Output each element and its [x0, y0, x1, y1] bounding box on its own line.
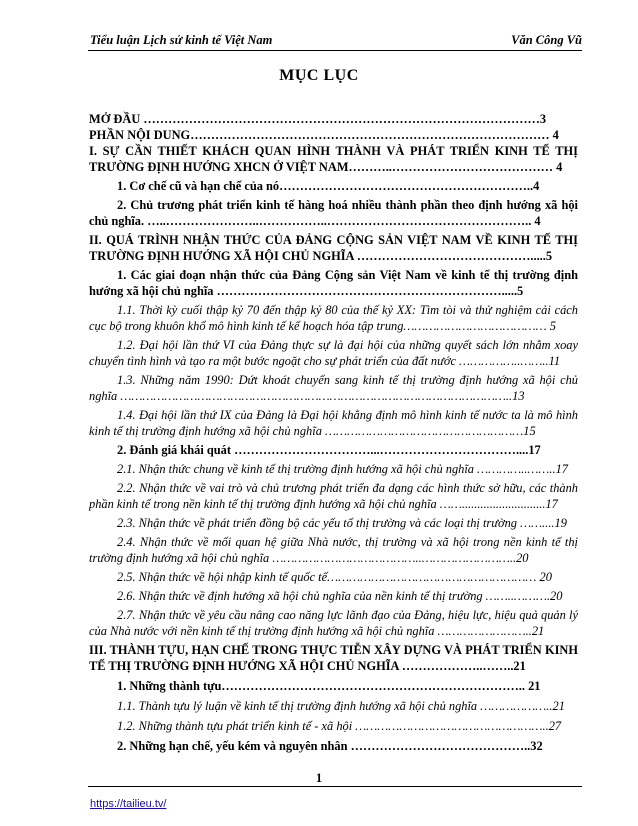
- toc-entry-2-2-7[interactable]: 2.7. Nhận thức về yêu cầu nâng cao năng lực lãnh đạo của Đảng, hiệu lực, hiệu quả quản lý của Nhà nước với nền kinh tế thị trường định hướng xã hội chủ nghĩa ……………………..21: [89, 608, 578, 638]
- toc-entry-2-2-5[interactable]: 2.5. Nhận thức về hội nhập kinh tế quốc tế………………………………………………… 20: [117, 570, 552, 584]
- toc-title: MỤC LỤC: [279, 67, 359, 84]
- toc-entry-3-1-1[interactable]: 1.1. Thành tựu lý luận về kinh tế thị trường định hướng xã hội chủ nghĩa ………………..21: [117, 699, 565, 713]
- toc-entry-section-3[interactable]: III. THÀNH TỰU, HẠN CHẾ TRONG THỰC TIỄN XÂY DỰNG VÀ PHÁT TRIỂN KINH TẾ THỊ TRƯỜNG ĐỊNH HƯỚNG XÃ HỘI CHỦ NGHĨA ………………..……..21: [89, 643, 578, 673]
- header-rule: [88, 50, 582, 51]
- toc-entry-2-1[interactable]: 1. Các giai đoạn nhận thức của Đảng Cộng sản Việt Nam về kinh tế thị trường định hướng xã hội chủ nghĩa …………………………………………………………….....5: [89, 268, 578, 298]
- footer-rule: [88, 786, 582, 787]
- toc-entry-1-2[interactable]: 2. Chủ trương phát triển kinh tế hàng hoá nhiều thành phần theo định hướng xã hội chủ nghĩa. …..…………………..……………..………………………………………….. 4: [89, 198, 578, 228]
- toc-entry-mo-dau[interactable]: MỞ ĐẦU ……………………………………………………………………………………3: [89, 112, 547, 126]
- footer-link[interactable]: https://tailieu.tv/: [90, 798, 167, 810]
- toc-entry-2-2[interactable]: 2. Đánh giá khái quát ……………………………...……………………………....17: [117, 443, 541, 457]
- header-author: Văn Công Vũ: [511, 33, 582, 47]
- toc-entry-section-1[interactable]: I. SỰ CẦN THIẾT KHÁCH QUAN HÌNH THÀNH VÀ PHÁT TRIỂN KINH TẾ THỊ TRƯỜNG ĐỊNH HƯỚNG XHCN Ở VIỆT NAM………..………………………………… 4: [89, 144, 578, 174]
- toc-entry-3-2[interactable]: 2. Những hạn chế, yếu kém và nguyên nhân ……………………………………..32: [117, 739, 543, 753]
- page-number: 1: [315, 771, 323, 785]
- toc-entry-2-2-2[interactable]: 2.2. Nhận thức về vai trò và chủ trương phát triển đa dạng các hình thức sở hữu, các thành phần kinh tế trong nền kinh tế thị trường định hướng xã hội chủ nghĩa ……...........................17: [89, 481, 578, 511]
- header-title: Tiểu luận Lịch sử kinh tế Việt Nam: [90, 33, 273, 47]
- toc-entry-2-2-6[interactable]: 2.6. Nhận thức về định hướng xã hội chủ nghĩa của nền kinh tế thị trường ……..……….20: [117, 589, 563, 603]
- page-header: [90, 33, 582, 49]
- toc-entry-3-1-2[interactable]: 1.2. Những thành tựu phát triển kinh tế - xã hội ……………………………………………..27: [117, 719, 562, 733]
- toc-entry-2-2-1[interactable]: 2.1. Nhận thức chung về kinh tế thị trường định hướng xã hội chủ nghĩa …………..……..17: [117, 462, 568, 476]
- toc-entry-2-1-2[interactable]: 1.2. Đại hội lần thứ VI của Đảng thực sự là đại hội của những quyết sách lớn nhằm xoay chuyển tình hình và tạo ra một bước ngoặt cho sự phát triển của đất nước ……………..……..11: [89, 338, 578, 368]
- toc-entry-2-2-4[interactable]: 2.4. Nhận thức về mối quan hệ giữa Nhà nước, thị trường và xã hội trong nền kinh tế thị trường định hướng xã hội chủ nghĩa …………………………………..……………………..20: [89, 535, 578, 565]
- toc-entry-3-1[interactable]: 1. Những thành tựu……………………………………………………………….. 21: [117, 679, 541, 693]
- table-of-contents: [89, 111, 578, 754]
- toc-entry-2-2-3[interactable]: 2.3. Nhận thức về phát triển đồng bộ các yếu tố thị trường và các loại thị trường ……....19: [117, 516, 567, 530]
- toc-entry-2-1-4[interactable]: 1.4. Đại hội lần thứ IX của Đảng là Đại hội khẳng định mô hình kinh tế nước ta là mô hình kinh tế thị trường định hướng xã hội chủ nghĩa ………………………………………………15: [89, 408, 578, 438]
- toc-entry-1-1[interactable]: 1. Cơ chế cũ và hạn chế của nó……………………………………………………..4: [117, 179, 540, 193]
- toc-entry-section-2[interactable]: II. QUÁ TRÌNH NHẬN THỨC CỦA ĐẢNG CỘNG SẢN VIỆT NAM VỀ KINH TẾ THỊ TRƯỜNG ĐỊNH HƯỚNG XÃ HỘI CHỦ NGHĨA …………………………………….....5: [89, 233, 578, 263]
- toc-entry-phan-noi-dung[interactable]: PHẦN NỘI DUNG…………………………………………………………………………… 4: [89, 128, 559, 142]
- toc-entry-2-1-1[interactable]: 1.1. Thời kỳ cuối thập kỷ 70 đến thập kỷ 80 của thế kỷ XX: Tìm tòi và thử nghiệm cải cách cục bộ trong khuôn khổ mô hình kinh tế kế hoạch hóa tập trung………………………………… 5: [89, 303, 578, 333]
- toc-entry-2-1-3[interactable]: 1.3. Những năm 1990: Dứt khoát chuyển sang kinh tế thị trường định hướng xã hội chủ nghĩa ……………………………………………………………………………………………..13: [89, 373, 578, 403]
